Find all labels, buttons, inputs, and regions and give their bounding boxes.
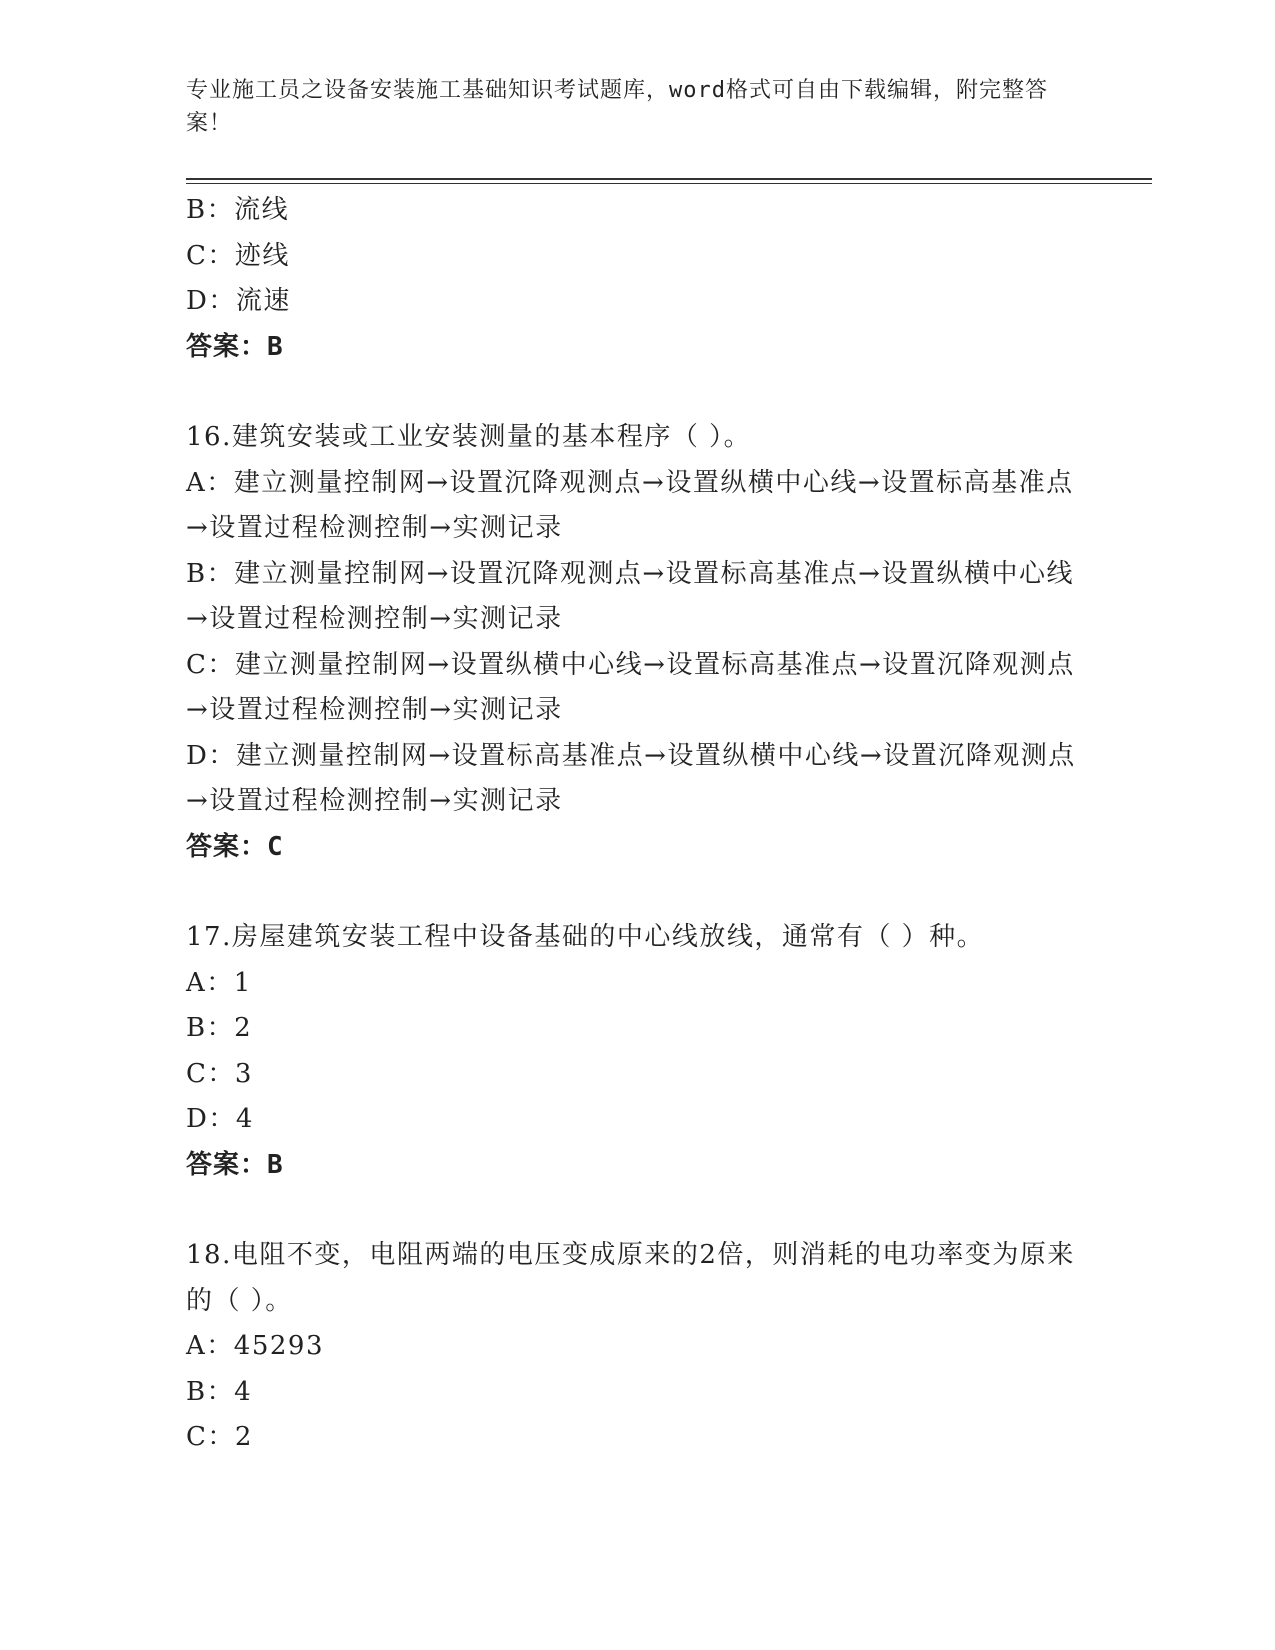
option-d: D：流速	[186, 286, 291, 316]
option-a: A：1	[186, 967, 252, 998]
option-b: B：建立测量控制网→设置沉降观测点→设置标高基准点→设置纵横中心线→设置过程检测控制→实测记录	[186, 558, 1074, 634]
option-c: C：2	[186, 1422, 253, 1452]
spacer	[186, 870, 1076, 915]
question-content	[186, 188, 1076, 1461]
document-header: 专业施工员之设备安装施工基础知识考试题库，word格式可自由下载编辑，附完整答案！	[186, 78, 1048, 136]
option-c: C：迹线	[186, 240, 290, 271]
question-16	[186, 415, 1076, 870]
spacer	[186, 1188, 1076, 1233]
header-rule-thick	[186, 178, 1152, 180]
question-18	[186, 1233, 1076, 1461]
header-rule-thin	[186, 183, 1152, 184]
question-15-tail	[186, 188, 1076, 370]
question-17	[186, 915, 1076, 1188]
option-c: C：建立测量控制网→设置纵横中心线→设置标高基准点→设置沉降观测点→设置过程检测控制→实测记录	[186, 649, 1075, 725]
option-d: D：4	[186, 1104, 254, 1134]
option-b: B：2	[186, 1013, 253, 1043]
option-b: B：4	[186, 1376, 253, 1407]
question-text: 16.建筑安装或工业安装测量的基本程序（ ）。	[186, 422, 752, 452]
option-a: A：45293	[186, 1331, 324, 1361]
option-d: D：建立测量控制网→设置标高基准点→设置纵横中心线→设置沉降观测点→设置过程检测控制→实测记录	[186, 740, 1076, 816]
option-a: A：建立测量控制网→设置沉降观测点→设置纵横中心线→设置标高基准点→设置过程检测控制→实测记录	[186, 467, 1074, 543]
option-c: C：3	[186, 1058, 253, 1089]
option-b: B：流线	[186, 195, 290, 225]
answer-label: 答案：C	[186, 831, 284, 862]
question-text: 18.电阻不变，电阻两端的电压变成原来的2倍，则消耗的电功率变为原来的（ ）。	[186, 1240, 1075, 1316]
spacer	[186, 370, 1076, 415]
answer-label: 答案：B	[186, 331, 284, 362]
answer-label: 答案：B	[186, 1149, 284, 1180]
question-text: 17.房屋建筑安装工程中设备基础的中心线放线，通常有（ ）种。	[186, 922, 985, 952]
